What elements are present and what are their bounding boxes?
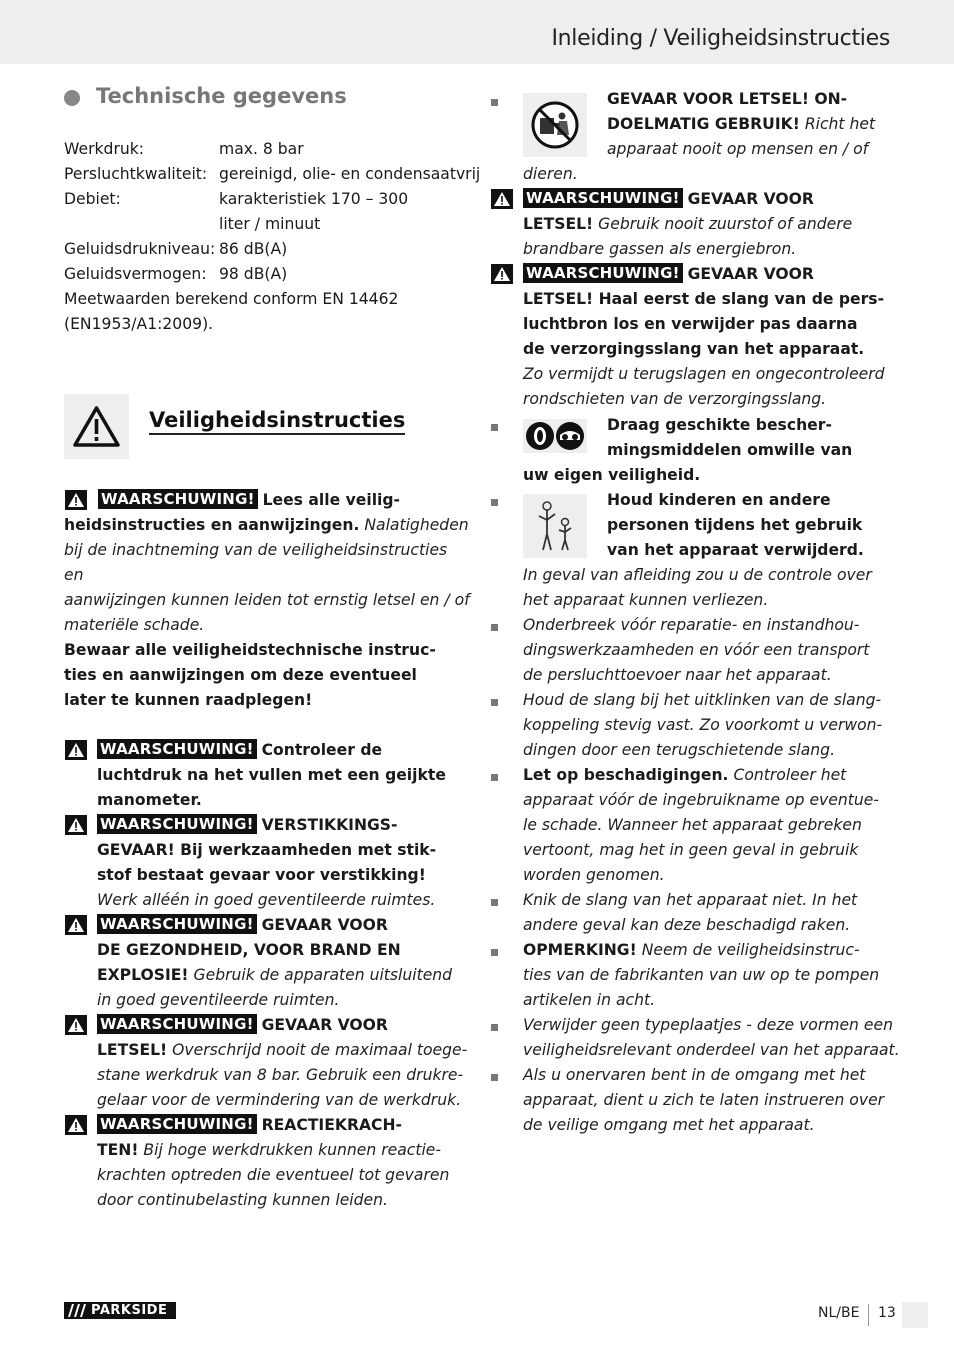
warning-triangle-icon: [65, 1115, 87, 1135]
get-instruction: Als u onervaren bent in de omgang met het apparaat, dient u zich te laten instrueren over de veilige omgang met het apparaat.: [523, 1066, 885, 1134]
tech-heading: Technische gegevens: [96, 84, 347, 108]
safety-heading: Veiligheidsinstructies: [149, 408, 405, 435]
tech-value: karakteristiek 170 – 300: [219, 190, 409, 208]
page-number: 13: [878, 1305, 896, 1321]
bullet-icon: [491, 624, 498, 631]
tech-label: Geluidsvermogen:: [64, 265, 207, 283]
tech-row: [64, 162, 480, 187]
warning-box-icon: [64, 394, 129, 459]
tech-label: [64, 212, 219, 237]
footer-tab: [902, 1302, 928, 1328]
warning-disconnect-hose: WAARSCHUWING! GEVAAR VOOR LETSEL! Haal eerst de slang van de pers- luchtbron los en verwijder pas daarna de verzorgingsslang van het apparaat. Zo vermijdt u terugslagen en ongecontroleerd rondschieten van de verzorgingsslang.: [523, 264, 885, 408]
language-code: NL/BE: [818, 1305, 860, 1321]
tech-row: [64, 212, 480, 237]
bullet-icon: [491, 899, 498, 906]
bullet-icon: [491, 1074, 498, 1081]
warning-triangle-icon: [65, 915, 87, 935]
tech-label: Debiet:: [64, 190, 121, 208]
keep-children-away-icon: [523, 494, 587, 558]
keep-type-plates: Verwijder geen typeplaatjes - deze vormen een veiligheidsrelevant onderdeel van het apparaat.: [523, 1016, 900, 1059]
tech-label: Geluidsdrukniveau:: [64, 240, 216, 258]
tech-row: [64, 137, 480, 162]
warning-triangle-icon: [65, 1015, 87, 1035]
warning-read-all: WAARSCHUWING! Lees alle veilig- heidsinstructies en aanwijzingen. Nalatigheden bij de inachtneming van de veiligheidsinstructies en aanwijzingen kunnen leiden tot ernstig letsel en / of materiële schade.: [64, 490, 470, 634]
bullet-icon: [491, 949, 498, 956]
tech-label: Werkdruk:: [64, 140, 145, 158]
keep-instructions: Bewaar alle veiligheidstechnische instruc- ties en aanwijzingen om deze eventueel later te kunnen raadplegen!: [64, 641, 436, 709]
warning-suffocation: WAARSCHUWING! VERSTIKKINGS- GEVAAR! Bij werkzaamheden met stik- stof bestaat gevaar voor verstikking! Werk alléén in goed geventileerde ruimtes.: [97, 815, 437, 909]
tech-table: [64, 137, 480, 287]
tech-value: gereinigd, olie- en condensaatvrij: [219, 165, 481, 183]
danger-misuse: GEVAAR VOOR LETSEL! ON- DOELMATIG GEBRUIK! Richt het apparaat nooit op mensen en / of dieren.: [523, 90, 876, 183]
hold-hose: Houd de slang bij het uitklinken van de slang- koppeling stevig vast. Zo voorkomt u verwon- dingen door een terugschietende slang.: [523, 691, 883, 759]
tech-note: Meetwaarden berekend conform EN 14462 (EN1953/A1:2009).: [64, 290, 399, 333]
bullet-icon: [491, 774, 498, 781]
tech-value: max. 8 bar: [219, 140, 304, 158]
brand-name: PARKSIDE: [91, 1303, 168, 1318]
wear-protection: Draag geschikte bescher- mingsmiddelen omwille van uw eigen veiligheid.: [523, 416, 853, 484]
footer-divider: [868, 1304, 869, 1326]
bullet-icon: [491, 699, 498, 706]
warning-triangle-icon: [64, 394, 129, 459]
tech-row: [64, 237, 480, 262]
bullet-icon: [491, 424, 498, 431]
tech-row: [64, 187, 480, 212]
page-title: Inleiding / Veiligheidsinstructies: [551, 26, 890, 51]
do-not-kink-hose: Knik de slang van het apparaat niet. In het andere geval kan deze beschadigd raken.: [523, 891, 858, 934]
warning-triangle-icon: [65, 740, 87, 760]
warning-triangle-icon: [491, 264, 513, 284]
warning-triangle-icon: [491, 189, 513, 209]
section-bullet-icon: [64, 90, 80, 106]
tech-value: 86 dB(A): [219, 240, 288, 258]
warning-max-pressure: WAARSCHUWING! GEVAAR VOOR LETSEL! Overschrijd nooit de maximaal toege- stane werkdruk van 8 bar. Gebruik een drukre- gelaar voor de vermindering van de werkdruk.: [97, 1015, 468, 1109]
bullet-icon: [491, 1024, 498, 1031]
tech-label: Persluchtkwaliteit:: [64, 165, 208, 183]
interrupt-air-supply: Onderbreek vóór reparatie- en instandhou- dingswerkzaamheden en vóór een transport de persluchttoevoer naar het apparaat.: [523, 616, 870, 684]
protective-gear-icon: [523, 419, 587, 453]
warning-reaction-forces: WAARSCHUWING! REACTIEKRACH- TEN! Bij hoge werkdrukken kunnen reactie- krachten optreden die eventueel tot gevaren door continubelasting kunnen leiden.: [97, 1115, 450, 1209]
note-manufacturer-instructions: OPMERKING! Neem de veiligheidsinstruc- ties van de fabrikanten van uw op te pompen artikelen in acht.: [523, 941, 880, 1009]
keep-children-away: Houd kinderen en andere personen tijdens het gebruik van het apparaat verwijderd. In geval van afleiding zou u de controle over het apparaat kunnen verliezen.: [523, 491, 872, 609]
warning-health-fire: WAARSCHUWING! GEVAAR VOOR DE GEZONDHEID, VOOR BRAND EN EXPLOSIE! Gebruik de apparaten uitsluitend in goed geventileerde ruimten.: [97, 915, 453, 1009]
warning-pressure-check: WAARSCHUWING! Controleer de luchtdruk na het vullen met een geijkte manometer.: [97, 740, 446, 809]
bullet-icon: [491, 99, 498, 106]
tech-row: [64, 262, 480, 287]
check-damage: Let op beschadigingen. Controleer het apparaat vóór de ingebruikname op eventue- le schade. Wanneer het apparaat gebreken vertoont, mag het in geen geval in gebruik worden genomen.: [523, 766, 879, 884]
warning-oxygen: WAARSCHUWING! GEVAAR VOOR LETSEL! Gebruik nooit zuurstof of andere brandbare gassen als energiebron.: [523, 189, 853, 258]
tech-value: 98 dB(A): [219, 265, 288, 283]
tech-value: liter / minuut: [219, 215, 321, 233]
warning-triangle-icon: [65, 490, 87, 510]
page-header: [0, 0, 954, 64]
no-pointing-at-people-icon: [523, 93, 587, 157]
bullet-icon: [491, 499, 498, 506]
warning-triangle-icon: [65, 815, 87, 835]
parkside-logo: [64, 1302, 176, 1319]
